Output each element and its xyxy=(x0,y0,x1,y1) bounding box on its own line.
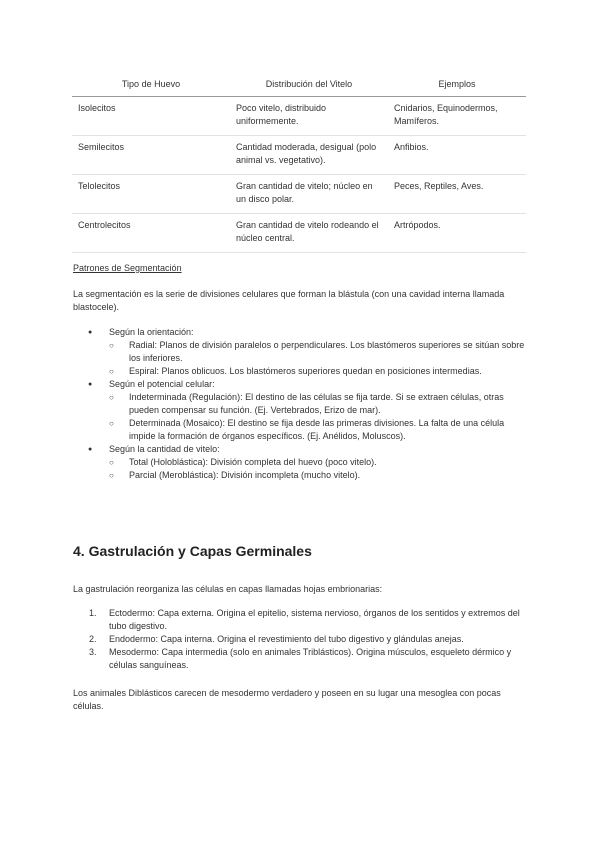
table-cell: Peces, Reptiles, Aves. xyxy=(388,175,526,214)
column-header-egg-type: Tipo de Huevo xyxy=(72,72,230,97)
table-row xyxy=(72,97,526,136)
gastrulation-intro: La gastrulación reorganiza las células en capas llamadas hojas embrionarias: xyxy=(73,584,383,594)
list-item: ○ Espiral: Planos oblicuos. Los blastómeros superiores quedan en posiciones intermedias. xyxy=(109,365,528,378)
list-item xyxy=(73,633,528,646)
list-item: ○ Radial: Planos de división paralelos o perpendiculares. Los blastómeros superiores se sitúan sobre los inferiores. xyxy=(109,339,528,365)
table-cell: Centrolecitos xyxy=(72,214,230,253)
segmentation-list xyxy=(73,326,528,482)
list-item-text: Mesodermo: Capa intermedia (solo en animales Triblásticos). Origina músculos, esqueleto dérmico y células sanguíneas. xyxy=(109,647,512,670)
table-cell: Artrópodos. xyxy=(388,214,526,253)
list-item-label: Según el potencial celular: xyxy=(109,379,215,389)
list-number: 3. xyxy=(89,647,97,657)
diblastic-note: Los animales Diblásticos carecen de mesodermo verdadero y poseen en su lugar una mesoglea con pocas células. xyxy=(73,688,501,711)
column-header-yolk-distribution: Distribución del Vitelo xyxy=(230,72,388,97)
list-item: ○ Determinada (Mosaico): El destino se fija desde las primeras divisiones. La falta de una célula impide la formación de órganos específicos. (Ej. Anélidos, Moluscos). xyxy=(109,417,528,443)
egg-types-table xyxy=(72,72,526,253)
list-item-label: Según la cantidad de vitelo: xyxy=(109,444,220,454)
list-item xyxy=(73,443,528,482)
segmentation-intro: La segmentación es la serie de divisiones celulares que forman la blástula (con una cavidad interna llamada blastocele). xyxy=(73,289,505,312)
list-item: ○ Parcial (Meroblástica): División incompleta (mucho vitelo). xyxy=(109,469,528,482)
sub-list xyxy=(109,339,528,378)
table-row xyxy=(72,136,526,175)
list-item xyxy=(73,378,528,443)
list-item xyxy=(73,646,528,672)
list-item: ○ Total (Holoblástica): División completa del huevo (poco vitelo). xyxy=(109,456,528,469)
table-cell: Isolecitos xyxy=(72,97,230,136)
list-item xyxy=(73,326,528,378)
table-cell: Gran cantidad de vitelo rodeando el núcleo central. xyxy=(230,214,388,253)
list-item-label: Según la orientación: xyxy=(109,327,194,337)
table-cell: Cantidad moderada, desigual (polo animal vs. vegetativo). xyxy=(230,136,388,175)
sub-list xyxy=(109,391,528,443)
table-cell: Anfibios. xyxy=(388,136,526,175)
list-item xyxy=(73,607,528,633)
table-cell: Semilecitos xyxy=(72,136,230,175)
list-item-text: Endodermo: Capa interna. Origina el revestimiento del tubo digestivo y glándulas anejas. xyxy=(109,634,464,644)
table-row xyxy=(72,175,526,214)
table-cell: Cnidarios, Equinodermos, Mamíferos. xyxy=(388,97,526,136)
table-cell: Gran cantidad de vitelo; núcleo en un disco polar. xyxy=(230,175,388,214)
sub-list xyxy=(109,456,528,482)
table-row xyxy=(72,214,526,253)
column-header-examples: Ejemplos xyxy=(388,72,526,97)
list-number: 2. xyxy=(89,634,97,644)
list-number: 1. xyxy=(89,608,97,618)
germ-layers-list xyxy=(73,607,528,672)
list-item-text: Ectodermo: Capa externa. Origina el epitelio, sistema nervioso, órganos de los sentidos y extremos del tubo digestivo. xyxy=(109,608,520,631)
table-cell: Telolecitos xyxy=(72,175,230,214)
segmentation-heading: Patrones de Segmentación xyxy=(73,263,182,273)
table-header-row xyxy=(72,72,526,97)
table-cell: Poco vitelo, distribuido uniformemente. xyxy=(230,97,388,136)
list-item: ○ Indeterminada (Regulación): El destino de las células se fija tarde. Si se extraen células, otras pueden compensar su función. (Ej. Vertebrados, Erizo de mar). xyxy=(109,391,528,417)
section-title: 4. Gastrulación y Capas Germinales xyxy=(73,543,312,559)
